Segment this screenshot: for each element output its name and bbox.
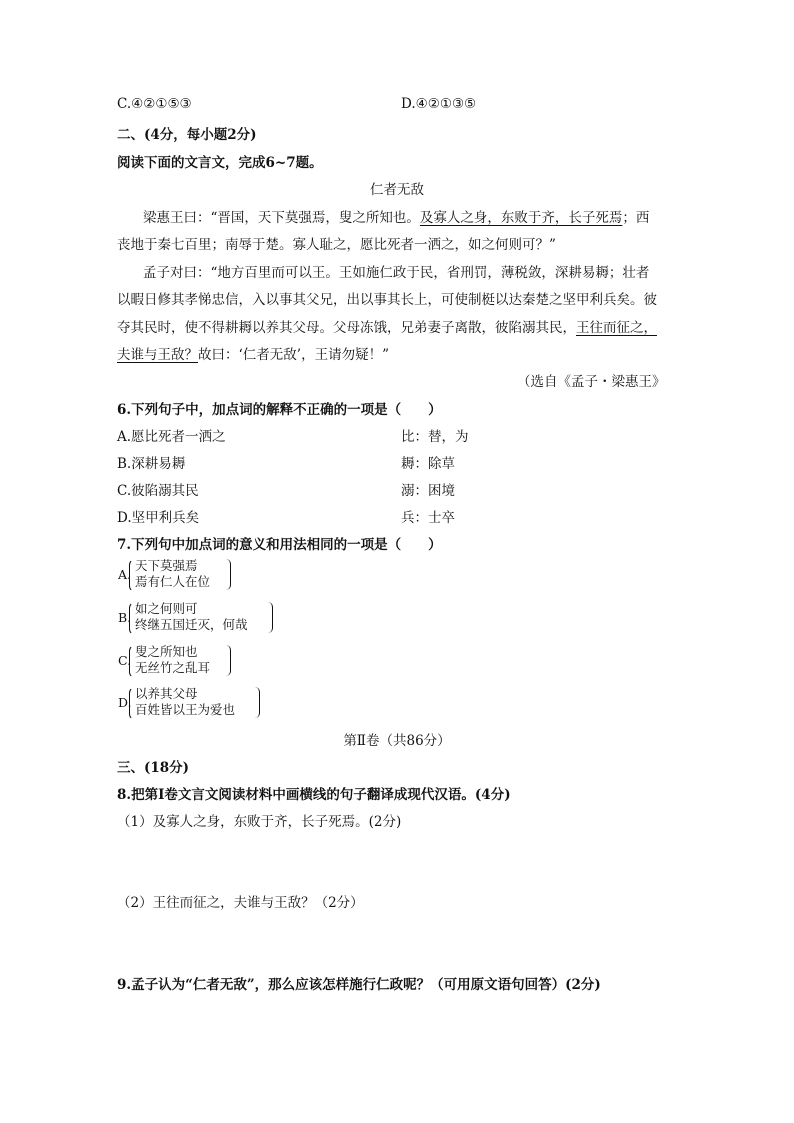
passage-p2-line2: 以暇日修其孝悌忠信，入以事其父兄，出以事其长上，可使制梃以达秦楚之坚甲利兵矣。彼: [117, 292, 657, 308]
option-label: B.: [118, 610, 132, 625]
passage-text: 故曰：‘仁者无敌’，王请勿疑！”: [198, 347, 389, 363]
q7-stem: 7.下列句中加点词的意义和用法相同的一项是（ ）: [117, 537, 442, 553]
passage-p2-line3: [117, 316, 657, 336]
section2-instruction: 阅读下面的文言文，完成6~7题。: [117, 155, 323, 171]
q9-stem: 9.孟子认为“仁者无敌”，那么应该怎样施行仁政呢？（可用原文语句回答）(2分): [117, 977, 601, 993]
section3-heading: 三、(18分): [117, 760, 190, 776]
q8-stem: 8.把第Ⅰ卷文言文阅读材料中画横线的句子翻译成现代汉语。(4分): [117, 787, 511, 803]
option-line-1: 天下莫强焉: [135, 558, 198, 573]
right-brace: [268, 602, 273, 633]
option-line-1: 叟之所知也: [135, 644, 198, 659]
q6-gloss-b: 耨：除草: [401, 456, 455, 472]
right-brace: [255, 687, 260, 718]
section2-heading: 二、(4分，每小题2分): [117, 127, 257, 143]
passage-text: ；西: [622, 210, 650, 226]
passage-text: 梁惠王曰：“晋国，天下莫强焉，叟之所知也。: [143, 210, 420, 226]
q5-option-c: C.④②①⑤③: [117, 96, 192, 112]
option-line-2: 终继五国迁灭，何哉: [135, 617, 248, 632]
q6-gloss-a: 比：替，为: [401, 429, 469, 445]
option-label: C.: [118, 653, 132, 668]
underlined-sentence-2b: 夫谁与王敌？: [117, 347, 198, 363]
option-line-1: 以养其父母: [135, 686, 198, 701]
q7-option-d: [118, 686, 268, 720]
underlined-sentence-1: 及寡人之身，东败于齐，长子死焉: [419, 210, 623, 226]
q6-stem: 6.下列句子中，加点词的解释不正确的一项是（ ）: [117, 402, 442, 418]
passage-p1-line2: 丧地于秦七百里；南辱于楚。寡人耻之，愿比死者一洒之，如之何则可？”: [117, 237, 556, 253]
passage-text: 夺其民时，使不得耕耨以养其父母。父母冻饿，兄弟妻子离散，彼陷溺其民，: [117, 320, 576, 336]
q6-option-d: D.坚甲利兵矣: [117, 510, 200, 526]
q6-gloss-d: 兵：士卒: [401, 510, 455, 526]
q6-option-c: C.彼陷溺其民: [117, 483, 199, 499]
underlined-sentence-2a: 王往而征之，: [576, 320, 657, 336]
q8-sub1: （1）及寡人之身，东败于齐，长子死焉。(2分): [117, 814, 402, 830]
option-label: A.: [118, 567, 132, 582]
q6-gloss-c: 溺：困境: [401, 483, 455, 499]
q6-option-a: A.愿比死者一洒之: [117, 429, 226, 445]
passage-title: 仁者无敌: [370, 182, 424, 198]
passage-p2-line4: [117, 343, 389, 363]
q8-sub2: （2）王往而征之，夫谁与王敌？（2分）: [117, 895, 364, 911]
option-line-2: 无丝竹之乱耳: [135, 660, 211, 675]
option-line-1: 如之何则可: [135, 601, 198, 616]
part2-heading: 第Ⅱ卷（共86分）: [343, 733, 451, 749]
q7-option-c: [118, 644, 238, 678]
passage-source: （选自《孟子・梁惠王》: [517, 374, 666, 390]
q7-option-b: [118, 601, 278, 635]
q5-option-d: D.④②①③⑤: [401, 96, 477, 112]
option-label: D.: [118, 695, 132, 710]
passage-p2-line1: 孟子对曰：“地方百里而可以王。王如施仁政于民，省刑罚，薄税敛，深耕易耨；壮者: [143, 265, 650, 281]
option-line-2: 百姓皆以王为爱也: [135, 702, 236, 717]
q7-option-a: [118, 558, 248, 592]
q6-option-b: B.深耕易耨: [117, 456, 186, 472]
right-brace: [226, 645, 231, 676]
option-line-2: 焉有仁人在位: [135, 574, 211, 589]
right-brace: [226, 559, 231, 590]
passage-p1-line1: [143, 206, 649, 226]
